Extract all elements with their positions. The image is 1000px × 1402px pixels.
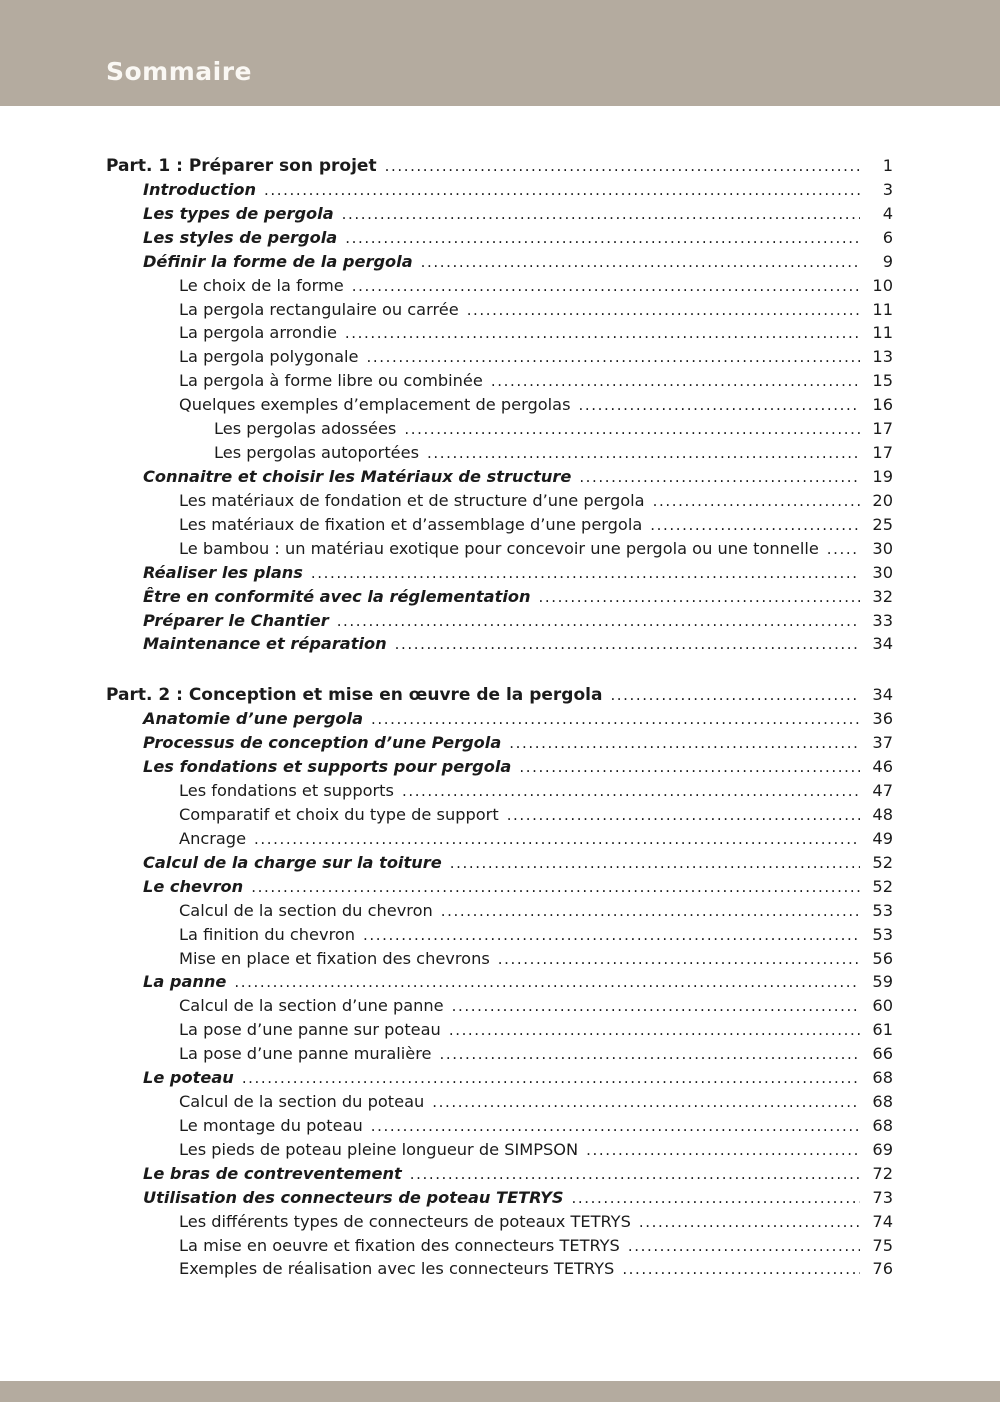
- page-number: 11: [872, 323, 893, 343]
- dot-leader: [449, 1019, 860, 1043]
- toc-entry[interactable]: [106, 803, 893, 827]
- toc-entry-label: Définir la forme de la pergola: [143, 251, 413, 271]
- dot-leader: [610, 684, 860, 708]
- dot-leader: [254, 828, 860, 852]
- dot-leader: [345, 322, 860, 346]
- page-number: 3: [882, 179, 893, 199]
- page-number: 4: [882, 203, 893, 223]
- toc-entry-label: La pergola polygonale: [179, 347, 359, 367]
- toc-entry[interactable]: [106, 226, 893, 250]
- dot-leader: [519, 756, 860, 780]
- dot-leader: [395, 633, 860, 657]
- toc-entry[interactable]: [106, 250, 893, 274]
- toc-entry[interactable]: [106, 393, 893, 417]
- dot-leader: [385, 155, 860, 179]
- toc-entry[interactable]: [106, 1210, 893, 1234]
- toc-entry-label: Calcul de la section d’une panne: [179, 996, 444, 1016]
- dot-leader: [234, 971, 860, 995]
- page-number: 32: [872, 586, 893, 606]
- toc-entry-label: La pergola rectangulaire ou carrée: [179, 299, 459, 319]
- toc-entry-label: Le poteau: [143, 1068, 234, 1088]
- dot-leader: [311, 562, 860, 586]
- dot-leader: [345, 227, 860, 251]
- page-number: 10: [872, 275, 893, 295]
- toc-entry[interactable]: [106, 1066, 893, 1090]
- toc-entry[interactable]: [106, 441, 893, 465]
- toc-entry-label: Les matériaux de fondation et de structure d’une pergola: [179, 490, 645, 510]
- toc-entry-label: Les pieds de poteau pleine longueur de SIMPSON: [179, 1139, 579, 1159]
- toc-entry-label: Part. 1 : Préparer son projet: [106, 156, 377, 176]
- toc-entry-label: Réaliser les plans: [143, 562, 303, 582]
- dot-leader: [427, 442, 860, 466]
- toc-entry-label: Mise en place et fixation des chevrons: [179, 948, 490, 968]
- toc-entry[interactable]: [106, 1090, 893, 1114]
- dot-leader: [572, 1187, 860, 1211]
- dot-leader: [509, 732, 860, 756]
- header-band: [0, 0, 1000, 106]
- page-number: 47: [872, 781, 893, 801]
- page-number: 15: [872, 371, 893, 391]
- page-number: 37: [872, 733, 893, 753]
- toc-entry[interactable]: [106, 202, 893, 226]
- toc-entry-label: La pergola arrondie: [179, 323, 337, 343]
- dot-leader: [653, 490, 860, 514]
- toc-entry-label: Anatomie d’une pergola: [143, 709, 363, 729]
- dot-leader: [363, 924, 860, 948]
- dot-leader: [579, 466, 860, 490]
- toc-entry-label: Les pergolas adossées: [214, 419, 397, 439]
- toc-entry-label: Comparatif et choix du type de support: [179, 804, 499, 824]
- dot-leader: [367, 346, 860, 370]
- toc-entry[interactable]: [106, 178, 893, 202]
- toc-entry[interactable]: [106, 1257, 893, 1281]
- page-number: 60: [872, 996, 893, 1016]
- page-number: 16: [872, 395, 893, 415]
- toc-entry-label: Connaitre et choisir les Matériaux de structure: [143, 466, 572, 486]
- page-number: 52: [872, 852, 893, 872]
- toc-entry-label: La pose d’une panne sur poteau: [179, 1020, 441, 1040]
- dot-leader: [421, 251, 860, 275]
- page-number: 17: [872, 419, 893, 439]
- toc-entry[interactable]: [106, 1162, 893, 1186]
- page-number: 49: [872, 828, 893, 848]
- toc-entry[interactable]: [106, 1138, 893, 1162]
- toc-entry-label: La pose d’une panne muralière: [179, 1044, 432, 1064]
- toc-entry[interactable]: [106, 875, 893, 899]
- page-number: 68: [872, 1115, 893, 1135]
- toc-entry[interactable]: [106, 683, 893, 707]
- toc-entry[interactable]: [106, 321, 893, 345]
- dot-leader: [404, 418, 860, 442]
- page-number: 30: [872, 538, 893, 558]
- toc-entry-label: Les styles de pergola: [143, 227, 338, 247]
- dot-leader: [432, 1091, 860, 1115]
- dot-leader: [579, 394, 860, 418]
- dot-leader: [342, 203, 860, 227]
- toc-entry-label: Quelques exemples d’emplacement de pergolas: [179, 395, 571, 415]
- page-number: 59: [872, 972, 893, 992]
- toc-entry[interactable]: [106, 755, 893, 779]
- toc-entry-label: Les fondations et supports: [179, 781, 394, 801]
- toc-entry-label: Calcul de la section du chevron: [179, 900, 433, 920]
- page-number: 56: [872, 948, 893, 968]
- toc-entry[interactable]: [106, 970, 893, 994]
- toc-entry-label: Exemples de réalisation avec les connecteurs TETRYS: [179, 1259, 615, 1279]
- page-number: 69: [872, 1139, 893, 1159]
- page-number: 53: [872, 924, 893, 944]
- toc-entry[interactable]: [106, 923, 893, 947]
- page-number: 48: [872, 804, 893, 824]
- toc-entry[interactable]: [106, 585, 893, 609]
- page-number: 36: [872, 709, 893, 729]
- toc-entry[interactable]: [106, 994, 893, 1018]
- dot-leader: [337, 610, 860, 634]
- toc-entry-label: Calcul de la charge sur la toiture: [143, 852, 442, 872]
- page-number: 72: [872, 1163, 893, 1183]
- page-number: 11: [872, 299, 893, 319]
- toc-entry-label: Les pergolas autoportées: [214, 443, 420, 463]
- dot-leader: [639, 1211, 860, 1235]
- toc-entry-label: Le bras de contreventement: [143, 1163, 402, 1183]
- toc-entry[interactable]: [106, 851, 893, 875]
- toc-entry[interactable]: [106, 947, 893, 971]
- dot-leader: [264, 179, 860, 203]
- dot-leader: [467, 299, 860, 323]
- dot-leader: [539, 586, 860, 610]
- toc-entry-label: Le bambou : un matériau exotique pour concevoir une pergola ou une tonnelle: [179, 538, 819, 558]
- dot-leader: [439, 1043, 860, 1067]
- table-of-contents: [106, 154, 893, 1281]
- toc-entry-label: La pergola à forme libre ou combinée: [179, 371, 483, 391]
- dot-leader: [450, 852, 860, 876]
- toc-entry-label: La panne: [143, 972, 227, 992]
- toc-entry-label: La mise en oeuvre et fixation des connecteurs TETRYS: [179, 1235, 620, 1255]
- page-number: 17: [872, 443, 893, 463]
- toc-entry-label: Le choix de la forme: [179, 275, 344, 295]
- page-number: 75: [872, 1235, 893, 1255]
- toc-entry[interactable]: [106, 537, 893, 561]
- toc-entry[interactable]: [106, 274, 893, 298]
- toc-entry-label: Le chevron: [143, 876, 244, 896]
- dot-leader: [402, 780, 860, 804]
- toc-entry-label: Calcul de la section du poteau: [179, 1092, 425, 1112]
- page-number: 34: [872, 685, 893, 705]
- footer-band: [0, 1381, 1000, 1402]
- dot-leader: [452, 995, 860, 1019]
- page-number: 19: [872, 466, 893, 486]
- toc-entry[interactable]: [106, 1186, 893, 1210]
- dot-leader: [371, 708, 860, 732]
- toc-entry[interactable]: [106, 561, 893, 585]
- toc-entry-label: Maintenance et réparation: [143, 634, 387, 654]
- toc-entry[interactable]: [106, 707, 893, 731]
- toc-entry[interactable]: [106, 1234, 893, 1258]
- page-number: 61: [872, 1020, 893, 1040]
- toc-entry-label: Les fondations et supports pour pergola: [143, 757, 512, 777]
- toc-entry-label: Être en conformité avec la réglementation: [143, 586, 531, 606]
- dot-leader: [251, 876, 860, 900]
- page-number: 76: [872, 1259, 893, 1279]
- toc-entry[interactable]: [106, 369, 893, 393]
- dot-leader: [498, 948, 860, 972]
- page-title: Sommaire: [106, 57, 253, 86]
- toc-entry-label: Le montage du poteau: [179, 1115, 363, 1135]
- page-number: 68: [872, 1092, 893, 1112]
- toc-entry[interactable]: [106, 513, 893, 537]
- page-number: 34: [872, 634, 893, 654]
- toc-entry[interactable]: [106, 154, 893, 178]
- toc-entry[interactable]: [106, 609, 893, 633]
- toc-entry[interactable]: [106, 1042, 893, 1066]
- page-number: 53: [872, 900, 893, 920]
- toc-entry[interactable]: [106, 632, 893, 656]
- dot-leader: [827, 538, 860, 562]
- toc-entry[interactable]: [106, 899, 893, 923]
- toc-entry-label: Préparer le Chantier: [143, 610, 329, 630]
- page-number: 1: [882, 156, 893, 175]
- page-number: 74: [872, 1211, 893, 1231]
- toc-entry-label: Part. 2 : Conception et mise en œuvre de la pergola: [106, 685, 603, 706]
- dot-leader: [622, 1258, 860, 1282]
- dot-leader: [352, 275, 860, 299]
- dot-leader: [410, 1163, 860, 1187]
- toc-entry[interactable]: [106, 298, 893, 322]
- page-number: 9: [882, 251, 893, 271]
- toc-entry-label: La finition du chevron: [179, 924, 356, 944]
- toc-entry[interactable]: [106, 345, 893, 369]
- toc-entry[interactable]: [106, 731, 893, 755]
- page-number: 46: [872, 757, 893, 777]
- dot-leader: [242, 1067, 860, 1091]
- toc-entry-label: Les matériaux de fixation et d’assemblage d’une pergola: [179, 514, 643, 534]
- page-number: 25: [872, 514, 893, 534]
- toc-entry-label: Utilisation des connecteurs de poteau TETRYS: [143, 1187, 564, 1207]
- toc-entry-label: Processus de conception d’une Pergola: [143, 733, 502, 753]
- toc-entry-label: Introduction: [143, 179, 257, 199]
- page-number: 52: [872, 876, 893, 896]
- toc-entry[interactable]: [106, 465, 893, 489]
- toc-entry[interactable]: [106, 489, 893, 513]
- toc-entry-label: Ancrage: [179, 828, 247, 848]
- page-number: 13: [872, 347, 893, 367]
- toc-entry[interactable]: [106, 827, 893, 851]
- toc-entry[interactable]: [106, 779, 893, 803]
- page-number: 30: [872, 562, 893, 582]
- toc-entry[interactable]: [106, 1114, 893, 1138]
- dot-leader: [628, 1235, 860, 1259]
- page-number: 73: [872, 1187, 893, 1207]
- page-number: 20: [872, 490, 893, 510]
- page-number: 68: [872, 1068, 893, 1088]
- dot-leader: [650, 514, 860, 538]
- toc-entry[interactable]: [106, 1018, 893, 1042]
- page-number: 66: [872, 1044, 893, 1064]
- toc-entry-label: Les différents types de connecteurs de poteaux TETRYS: [179, 1211, 631, 1231]
- dot-leader: [586, 1139, 860, 1163]
- dot-leader: [441, 900, 860, 924]
- page-number: 33: [872, 610, 893, 630]
- dot-leader: [371, 1115, 860, 1139]
- page-number: 6: [882, 227, 893, 247]
- toc-entry-label: Les types de pergola: [143, 203, 334, 223]
- dot-leader: [507, 804, 860, 828]
- toc-entry[interactable]: [106, 417, 893, 441]
- dot-leader: [491, 370, 860, 394]
